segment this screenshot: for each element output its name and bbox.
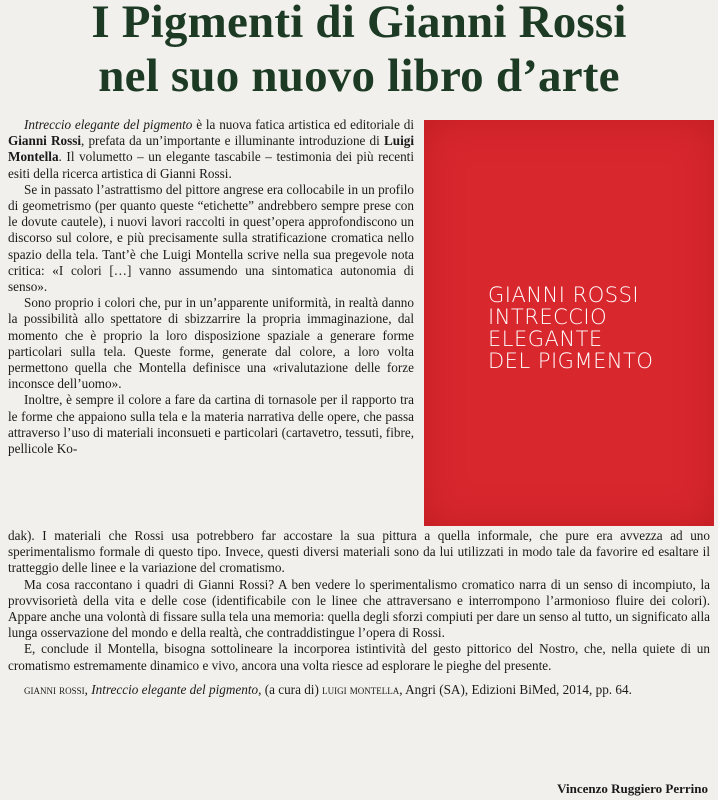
bib-title: Intreccio elegante del pigmento xyxy=(91,681,259,697)
cover-line: ELEGANTE xyxy=(488,327,603,351)
article-paragraph-3: Sono proprio i colori che, pur in un’apparente uniformità, in realtà danno la possibilità allo spettatore di sbizzarrire la propria immaginazione, dal momento che è proprio la loro disposizione spaziale a generare forme particolari sulla tela. Queste forme, generate dal colore, a loro volta permettono quella che Montella definisce una «rivalutazione delle forze inconsce dell’uomo». xyxy=(8,295,414,392)
article-paragraph-4: Inoltre, è sempre il colore a fare da cartina di tornasole per il rapporto tra le forme che appaiono sulla tela e la materia narrativa delle opere, che passa attraverso l’uso di materiali inconsueti e particolari (cartavetro, tessuti, fibre, pellicole Ko- xyxy=(8,392,414,457)
headline-line-1: I Pigmenti di Gianni Rossi xyxy=(91,0,627,48)
article-paragraph-6: E, conclude il Montella, bisogna sottolineare la incorporea istintività del gesto pittorico del Nostro, che, nella quiete di un cromatismo estremamente dinamico e vivo, ancora una volta riesce ad esplorare le pieghe del presente. xyxy=(8,641,710,673)
critic-name-bold: Luigi Montella xyxy=(8,133,414,165)
book-cover-image xyxy=(424,120,714,526)
headline-line-2: nel suo nuovo libro d’arte xyxy=(98,50,620,102)
cover-line: GIANNI ROSSI xyxy=(488,283,640,307)
author-signature: Vincenzo Ruggiero Perrino xyxy=(557,781,708,796)
cover-line: DEL PIGMENTO xyxy=(488,349,654,373)
bib-editor: luigi montella xyxy=(322,682,400,697)
author-name-bold: Gianni Rossi xyxy=(8,133,82,149)
cover-line: INTRECCIO xyxy=(488,305,608,329)
book-title-italic: Intreccio elegante del pigmento xyxy=(24,117,193,132)
text-run: , (a cura di) xyxy=(258,681,323,697)
text-run: è la nuova fatica artistica ed editoriale di xyxy=(192,117,414,132)
article-paragraph-2: Se in passato l’astrattismo del pittore angrese era collocabile in un profilo di geometrismo (per quanto queste “etichette” andrebbero sempre prese con le dovute cautele), i nuovi lavori raccolti in quest’opera approfondiscono un discorso sul colore, e più precisamente sulla stratificazione cromatica nello spazio della tela. Tant’è che Luigi Montella scrive nella sua pregevole nota critica: «I colori […] vanno assumendo una sintomatica autonomia di senso». xyxy=(8,181,414,295)
article-column xyxy=(8,117,414,457)
article-paragraph-5: Ma cosa raccontano i quadri di Gianni Rossi? A ben vedere lo sperimentalismo cromatico narra di un senso di incompiuto, la provvisorietà della vita e delle cose (identificabile con le linee che attraversano e interrompono l’armonioso fluire dei colori). Appare anche una volontà di fissare sulla tela una memoria: quella degli sforzi compiuti per dare un senso al tutto, un significato alla lunga osservazione del mondo e della realtà, che contraddistingue l’opera di Rossi. xyxy=(8,576,710,641)
text-run: . Il volumetto – un elegante tascabile – testimonia dei più recenti esiti della ricerca artistica di Gianni Rossi. xyxy=(8,149,414,181)
text-run: , xyxy=(84,681,92,697)
text-run: , Angri (SA), Edizioni BiMed, 2014, pp. 64. xyxy=(399,681,632,697)
article-paragraph-4-continued: dak). I materiali che Rossi usa potrebbero far accostare la sua pittura a quella informale, che pure era avvezza ad uno sperimentalismo formale di questo tipo. Invece, questi diversi materiali sono da lui utilizzati in modo tale da favorire ed esaltare il tratteggio delle linee e la variazione del cromatismo. xyxy=(8,528,710,576)
book-cover-title xyxy=(488,284,653,372)
bib-author: gianni rossi xyxy=(24,682,85,697)
headline xyxy=(0,0,718,102)
bibliography xyxy=(8,682,710,698)
article-wide-section xyxy=(8,528,710,698)
text-run: , prefata da un’importante e illuminante introduzione di xyxy=(81,133,384,149)
article-paragraph-1 xyxy=(8,117,414,182)
